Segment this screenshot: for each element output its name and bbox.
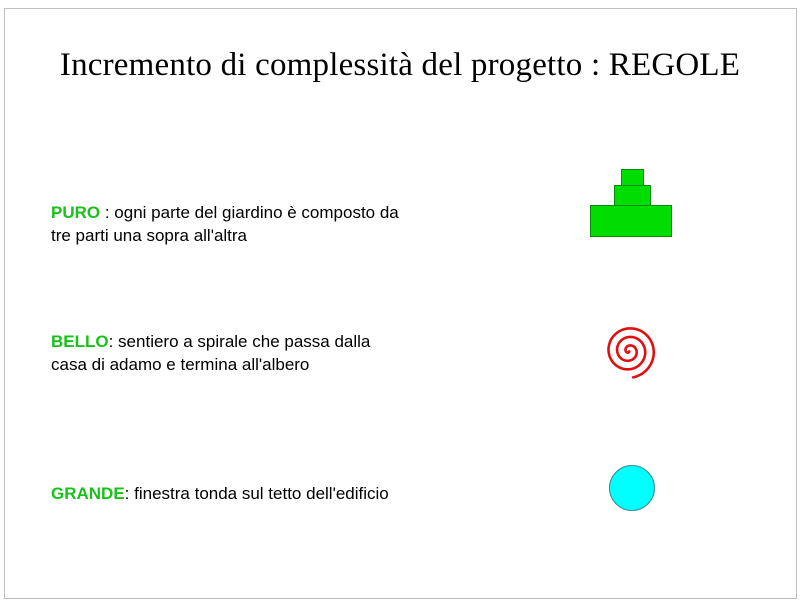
rule-keyword: BELLO [51,332,109,351]
rule-keyword: GRANDE [51,484,125,503]
rule-grande [51,482,481,505]
rule-bello [51,330,471,376]
rule-text: : ogni parte del giardino è composto da [100,203,399,222]
slide-title: Incremento di complessità del progetto : REGOLE [59,47,741,83]
green-stepped-pyramid-icon [590,169,672,237]
cyan-circle-icon [609,465,655,511]
slide-frame [4,8,797,599]
rule-text: : sentiero a spirale che passa dalla [108,332,371,351]
pyramid-base-tier [590,205,672,237]
rule-puro [51,201,491,247]
red-spiral-icon [598,322,658,382]
pyramid-top-tier [621,169,644,186]
rule-text: : finestra tonda sul tetto dell'edificio [124,484,389,503]
rule-keyword: PURO [51,203,101,222]
pyramid-middle-tier [614,185,651,206]
rule-text-line2: tre parti una sopra all'altra [51,226,248,245]
rule-text-line2: casa di adamo e termina all'albero [51,355,310,374]
